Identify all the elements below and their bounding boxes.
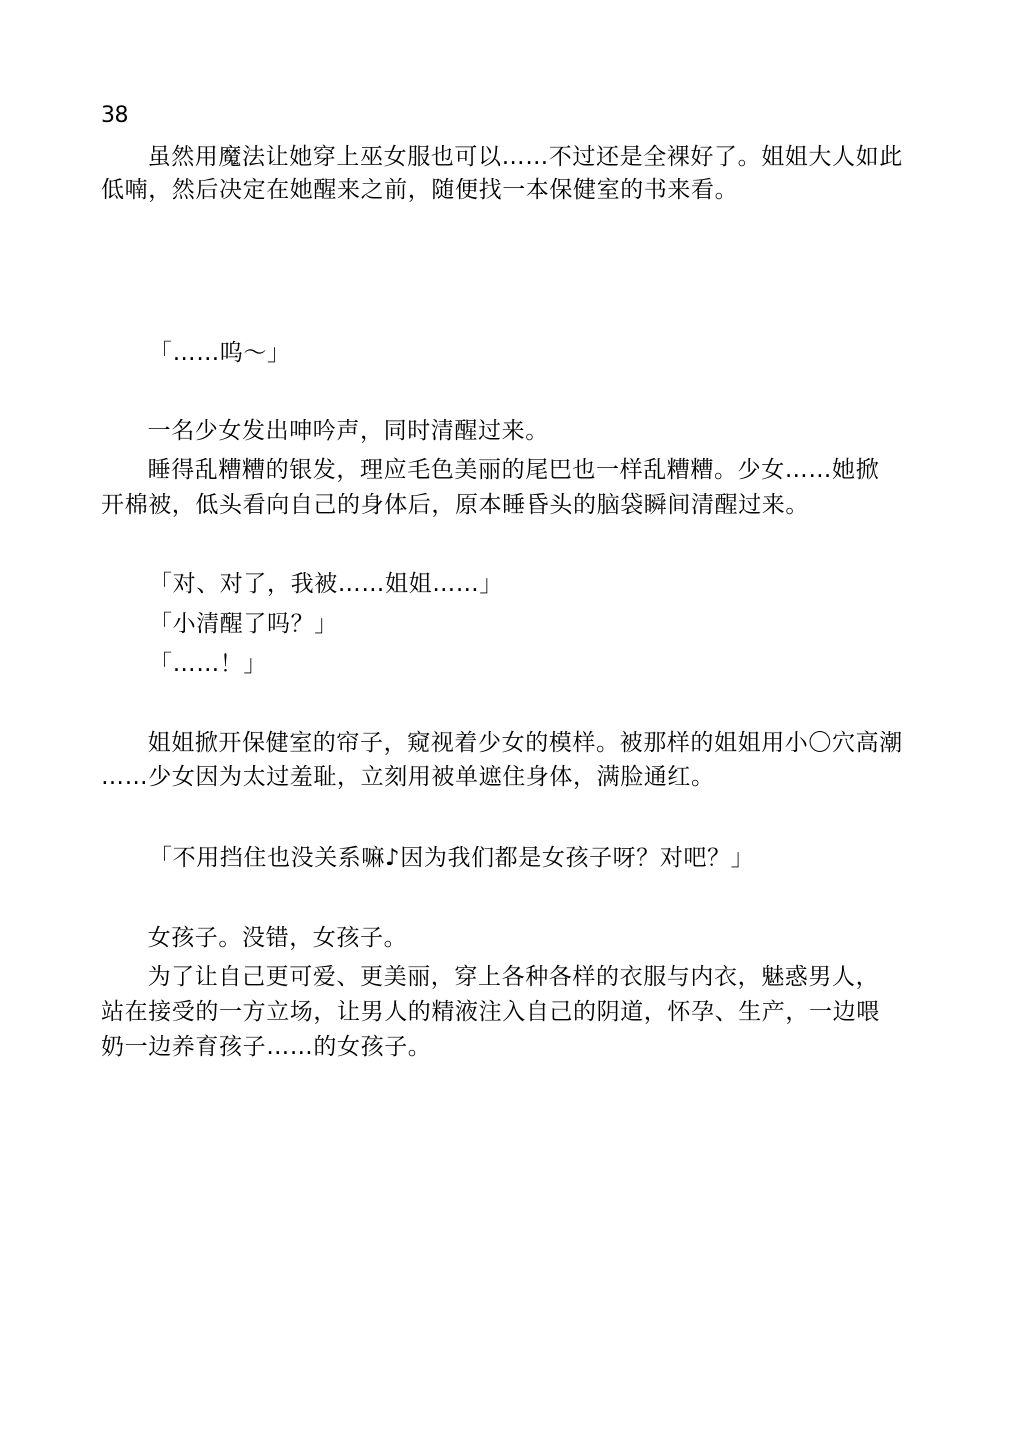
dialogue-line: 「……！」: [149, 651, 267, 677]
dialogue-line: 「不用挡住也没关系嘛♪因为我们都是女孩子呀？对吧？」: [149, 845, 755, 871]
text-line: 开棉被，低头看向自己的身体后，原本睡昏头的脑袋瞬间清醒过来。: [101, 492, 809, 518]
text-line: 站在接受的一方立场，让男人的精液注入自己的阴道，怀孕、生产，一边喂: [101, 999, 880, 1025]
text-line: 姐姐掀开保健室的帘子，窥视着少女的模样。被那样的姐姐用小〇穴高潮: [124, 730, 903, 756]
text-line: 睡得乱糟糟的银发，理应毛色美丽的尾巴也一样乱糟糟。少女……她掀: [124, 457, 880, 483]
page-number: 38: [101, 103, 128, 128]
text-line: 虽然用魔法让她穿上巫女服也可以……不过还是全裸好了。姐姐大人如此: [124, 144, 903, 170]
text-line: 一名少女发出呻吟声，同时清醒过来。: [124, 418, 549, 444]
dialogue-line: 「……呜～」: [149, 340, 291, 366]
text-line: 奶一边养育孩子……的女孩子。: [101, 1034, 432, 1060]
text-line: 女孩子。没错，女孩子。: [124, 925, 408, 951]
text-line: ……少女因为太过羞耻，立刻用被单遮住身体，满脸通红。: [101, 764, 715, 790]
text-line: 低喃，然后决定在她醒来之前，随便找一本保健室的书来看。: [101, 177, 739, 203]
text-line: 为了让自己更可爱、更美丽，穿上各种各样的衣服与内衣，魅惑男人，: [124, 964, 880, 990]
dialogue-line: 「小清醒了吗？」: [149, 611, 338, 637]
dialogue-line: 「对、对了，我被……姐姐……」: [149, 571, 503, 597]
